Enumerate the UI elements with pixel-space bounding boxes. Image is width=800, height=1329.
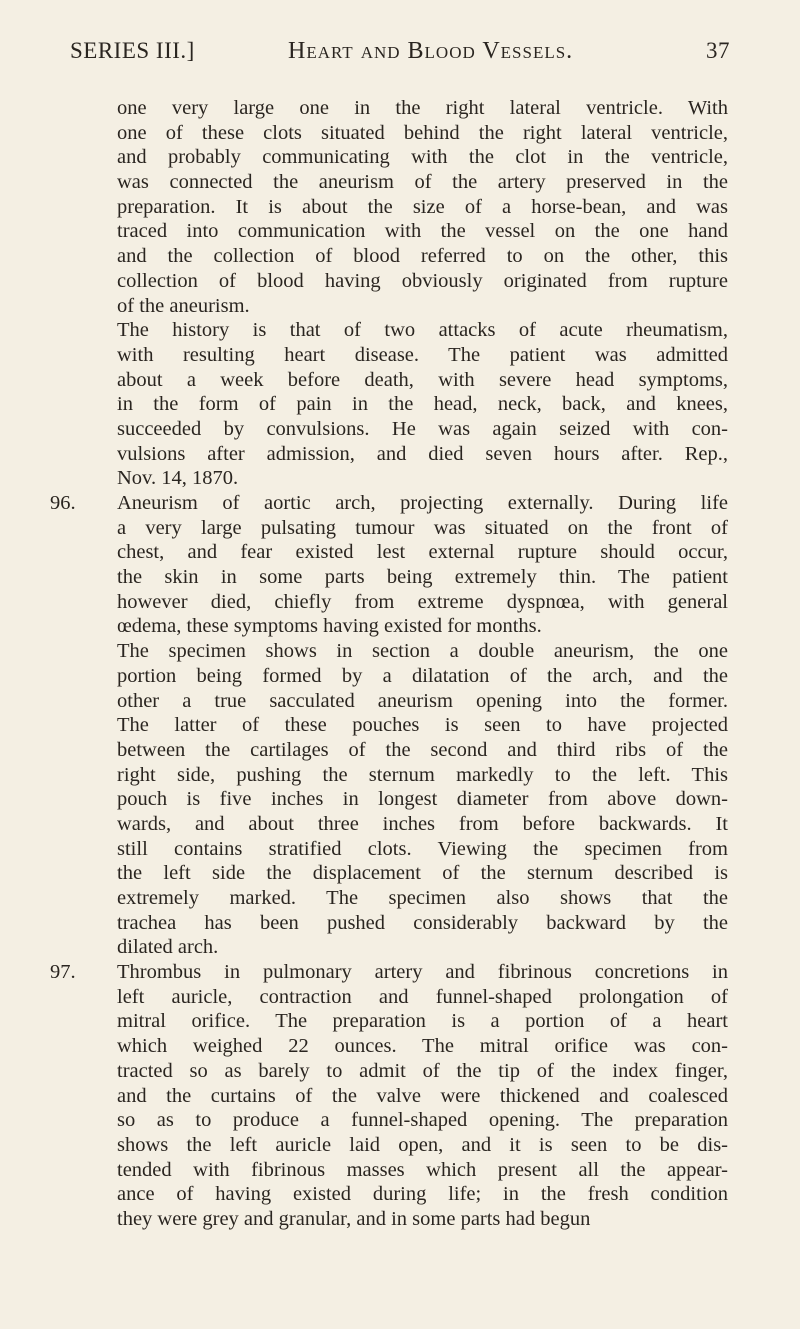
text-line bbox=[50, 442, 728, 467]
text-line bbox=[50, 713, 728, 738]
text-line bbox=[50, 1059, 728, 1084]
line-text: they were grey and granular, and in some parts had begun bbox=[117, 1207, 591, 1230]
text-line bbox=[50, 121, 728, 146]
text-line bbox=[50, 1207, 728, 1232]
text-line bbox=[50, 935, 728, 960]
line-text: one of these clots situated behind the right lateral ventricle, bbox=[117, 121, 728, 144]
text-line bbox=[50, 466, 728, 491]
line-text: and the collection of blood referred to on the other, this bbox=[117, 245, 728, 268]
line-text: vulsions after admission, and died seven hours after. Rep., bbox=[117, 442, 728, 465]
text-line bbox=[50, 1133, 728, 1158]
line-text: of the aneurism. bbox=[117, 294, 250, 317]
line-text: traced into communication with the vessel on the one hand bbox=[117, 220, 728, 243]
line-text: chest, and fear existed lest external rupture should occur, bbox=[117, 541, 728, 564]
text-line bbox=[50, 985, 728, 1010]
entry-number: 97. bbox=[50, 961, 76, 984]
entry-first-line bbox=[50, 960, 728, 985]
text-line bbox=[50, 392, 728, 417]
line-text: pouch is five inches in longest diameter from above down- bbox=[117, 788, 728, 811]
text-line bbox=[50, 1034, 728, 1059]
body-text bbox=[50, 96, 728, 1232]
text-line bbox=[50, 170, 728, 195]
text-line bbox=[50, 886, 728, 911]
line-text: so as to produce a funnel-shaped opening. The preparation bbox=[117, 1109, 728, 1132]
text-line bbox=[50, 96, 728, 121]
line-text: tracted so as barely to admit of the tip of the index finger, bbox=[117, 1059, 728, 1082]
entry-number: 96. bbox=[50, 492, 76, 514]
running-title: Heart and Blood Vessels. bbox=[288, 38, 574, 64]
line-text: which weighed 22 ounces. The mitral orifice was con- bbox=[117, 1035, 728, 1058]
line-text: right side, pushing the sternum markedly to the left. This bbox=[117, 763, 728, 786]
line-text: the left side the displacement of the sternum described is bbox=[117, 862, 728, 885]
line-text: dilated arch. bbox=[117, 936, 219, 959]
line-text: shows the left auricle laid open, and it is seen to be dis- bbox=[117, 1133, 728, 1156]
text-line bbox=[50, 540, 728, 565]
line-text: collection of blood having obviously originated from rupture bbox=[117, 269, 728, 292]
line-text: and the curtains of the valve were thickened and coalesced bbox=[117, 1084, 728, 1107]
line-text: wards, and about three inches from before backwards. It bbox=[117, 812, 728, 835]
line-text: still contains stratified clots. Viewing the specimen from bbox=[117, 837, 728, 860]
text-line bbox=[50, 1108, 728, 1133]
line-text: in the form of pain in the head, neck, back, and knees, bbox=[117, 393, 728, 416]
text-line bbox=[50, 689, 728, 714]
text-line bbox=[50, 911, 728, 936]
text-line bbox=[50, 763, 728, 788]
line-text: Aneurism of aortic arch, projecting externally. During life bbox=[117, 492, 728, 514]
text-line bbox=[50, 244, 728, 269]
line-text: however died, chiefly from extreme dyspnœa, with general bbox=[117, 590, 728, 613]
line-text: left auricle, contraction and funnel-shaped prolongation of bbox=[117, 985, 728, 1008]
text-line bbox=[50, 1182, 728, 1207]
text-line bbox=[50, 145, 728, 170]
line-text: The specimen shows in section a double aneurism, the one bbox=[117, 640, 728, 663]
text-line bbox=[50, 861, 728, 886]
text-line bbox=[50, 195, 728, 220]
text-line bbox=[50, 639, 728, 664]
text-line bbox=[50, 812, 728, 837]
text-line bbox=[50, 1009, 728, 1034]
entry-first-line bbox=[50, 491, 728, 516]
text-line bbox=[50, 664, 728, 689]
page-number: 37 bbox=[706, 38, 730, 63]
line-text: portion being formed by a dilatation of the arch, and the bbox=[117, 664, 728, 687]
line-text: between the cartilages of the second and third ribs of the bbox=[117, 738, 728, 761]
line-text: with resulting heart disease. The patient was admitted bbox=[117, 343, 728, 366]
text-line bbox=[50, 368, 728, 393]
line-text: a very large pulsating tumour was situated on the front of bbox=[117, 516, 728, 539]
text-line bbox=[50, 417, 728, 442]
text-line bbox=[50, 614, 728, 639]
line-text: Nov. 14, 1870. bbox=[117, 467, 239, 490]
line-text: was connected the aneurism of the artery preserved in the bbox=[117, 171, 728, 194]
line-text: about a week before death, with severe head symptoms, bbox=[117, 368, 728, 391]
line-text: one very large one in the right lateral ventricle. With bbox=[117, 97, 728, 119]
line-text: the skin in some parts being extremely thin. The patient bbox=[117, 566, 728, 589]
text-line bbox=[50, 1158, 728, 1183]
running-header bbox=[70, 38, 730, 68]
line-text: succeeded by convulsions. He was again seized with con- bbox=[117, 417, 728, 440]
text-line bbox=[50, 590, 728, 615]
line-text: and probably communicating with the clot in the ventricle, bbox=[117, 146, 728, 169]
line-text: ance of having existed during life; in the fresh condition bbox=[117, 1183, 728, 1206]
text-line bbox=[50, 343, 728, 368]
text-line bbox=[50, 318, 728, 343]
text-line bbox=[50, 219, 728, 244]
text-line bbox=[50, 516, 728, 541]
line-text: preparation. It is about the size of a horse-bean, and was bbox=[117, 195, 728, 218]
line-text: extremely marked. The specimen also shows that the bbox=[117, 887, 728, 909]
text-line bbox=[50, 269, 728, 294]
text-line bbox=[50, 565, 728, 590]
text-line bbox=[50, 837, 728, 862]
line-text: trachea has been pushed considerably backward by the bbox=[117, 911, 728, 934]
text-line bbox=[50, 294, 728, 319]
text-line bbox=[50, 1084, 728, 1109]
line-text: mitral orifice. The preparation is a portion of a heart bbox=[117, 1010, 728, 1033]
line-text: Thrombus in pulmonary artery and fibrinous concretions in bbox=[117, 961, 728, 984]
line-text: œdema, these symptoms having existed for months. bbox=[117, 615, 542, 638]
text-line bbox=[50, 738, 728, 763]
text-line bbox=[50, 787, 728, 812]
series-label: SERIES III.] bbox=[70, 38, 195, 63]
line-text: The latter of these pouches is seen to have projected bbox=[117, 714, 728, 737]
line-text: tended with fibrinous masses which present all the appear- bbox=[117, 1158, 728, 1181]
line-text: other a true sacculated aneurism opening into the former. bbox=[117, 689, 728, 712]
line-text: The history is that of two attacks of acute rheumatism, bbox=[117, 319, 728, 342]
